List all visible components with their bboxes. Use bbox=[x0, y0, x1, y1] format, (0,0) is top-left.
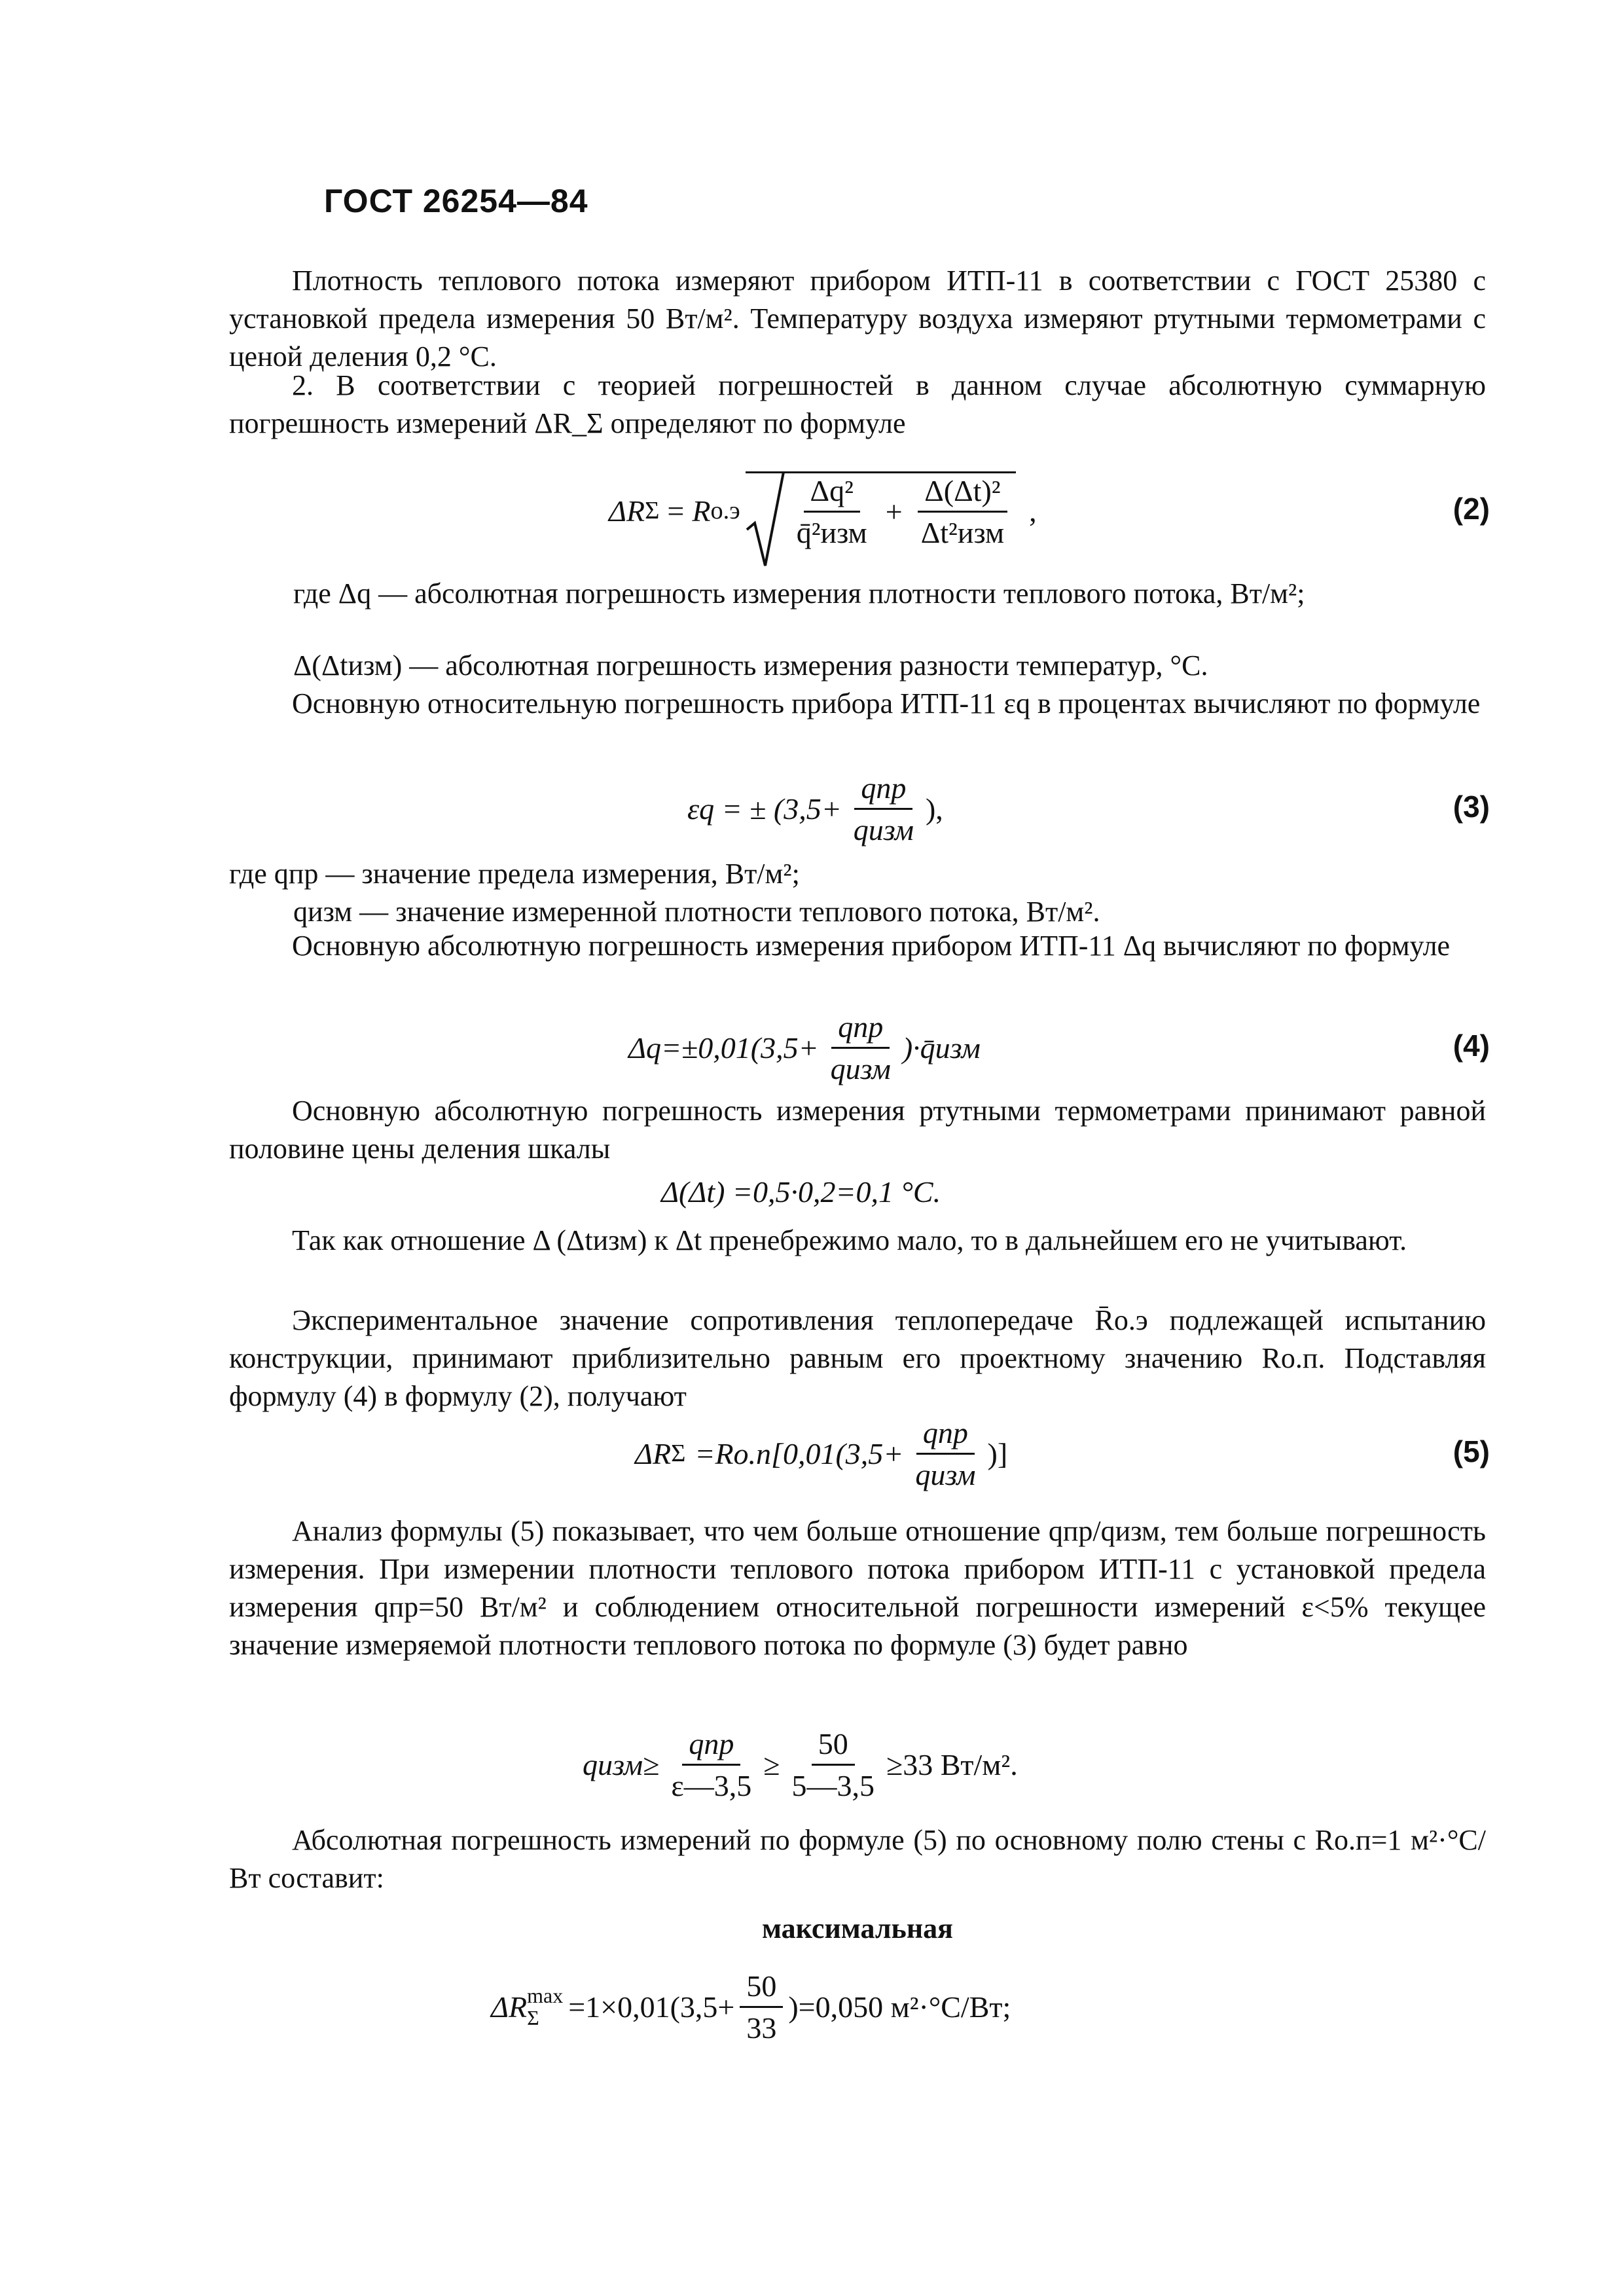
paragraph-ratio-negligible: Так как отношение Δ (Δtизм) к Δt пренебрежимо мало, то в дальнейшем его не учитывают. bbox=[292, 1224, 1407, 1256]
paragraph-relative-error: Основную относительную погрешность прибора ИТП-11 εq в процентах вычисляют по формуле bbox=[292, 687, 1481, 720]
equation-3-number: (3) bbox=[1453, 790, 1490, 824]
eq3-tail: ), bbox=[925, 792, 943, 826]
eqmax-lhs: ΔR bbox=[491, 1990, 528, 2024]
equation-4-number: (4) bbox=[1453, 1029, 1490, 1063]
eq2-coef-sub: о.э bbox=[710, 497, 740, 524]
eqmax-den: 33 bbox=[746, 2011, 777, 2045]
eq4-lhs: Δq=±0,01(3,5+ bbox=[628, 1030, 819, 1065]
eq-delta-t-text: Δ(Δt) =0,5·0,2=0,1 °С. bbox=[661, 1175, 941, 1209]
eqq-fraction-1 bbox=[664, 1726, 758, 1803]
where-delta-t: Δ(Δtизм) — абсолютная погрешность измерения разности температур, °С. bbox=[293, 649, 1208, 682]
eqq-tail: ≥33 Вт/м². bbox=[886, 1747, 1018, 1781]
eq3-fraction bbox=[847, 771, 920, 847]
eq5-lhs-sub: Σ bbox=[671, 1440, 686, 1467]
eq2-fraction-1 bbox=[790, 473, 874, 550]
eq5-num: qпр bbox=[916, 1415, 975, 1455]
radical-icon bbox=[746, 471, 785, 569]
paragraph-experimental-resistance: Экспериментальное значение сопротивления теплопередаче R̄о.э подлежащей испытанию конструкции, принимают приблизительно равным его проектному значению Rо.п. Подставляя формулу (4) в формулу (2), получают bbox=[229, 1304, 1486, 1412]
equation-max bbox=[491, 1971, 1011, 2043]
eq4-num: qпр bbox=[831, 1010, 890, 1049]
eqq-num2: 50 bbox=[812, 1726, 855, 1766]
eq2-den2: Δt²изм bbox=[920, 516, 1005, 549]
eq5-den: qизм bbox=[915, 1457, 976, 1491]
eq5-mid: =Rо.п[0,01(3,5+ bbox=[695, 1436, 904, 1470]
equation-q-inequality bbox=[583, 1728, 1018, 1800]
eqmax-sub: Σ bbox=[527, 2006, 539, 2030]
eqmax-num: 50 bbox=[740, 1969, 783, 2008]
eq2-lhs-sub: Σ bbox=[645, 497, 660, 524]
eq5-tail: )] bbox=[987, 1436, 1008, 1470]
eq5-fraction bbox=[909, 1415, 982, 1492]
eq2-equals: = bbox=[667, 494, 685, 528]
eq2-lhs: ΔR bbox=[609, 494, 645, 528]
eq2-fraction-2 bbox=[914, 473, 1011, 550]
eq2-den1: q̄²изм bbox=[796, 516, 867, 549]
where-q-limit: где qпр — значение предела измерения, Вт/м²; bbox=[229, 858, 800, 890]
eq4-fraction bbox=[824, 1010, 897, 1086]
paragraph-measurement-devices: Плотность теплового потока измеряют прибором ИТП-11 в соответствии с ГОСТ 25380 с установкой предела измерения 50 Вт/м². Температуру воздуха измеряют ртутными термометрами с ценой деления 0,2 °С. bbox=[229, 264, 1486, 373]
eqmax-scripts bbox=[527, 1984, 563, 2029]
paragraph-absolute-error: Основную абсолютную погрешность измерения прибором ИТП-11 Δq вычисляют по формуле bbox=[292, 930, 1451, 962]
paragraph-error-theory: 2. В соответствии с теорией погрешностей в данном случае абсолютную суммарную погрешность измерений ΔR_Σ определяют по формуле bbox=[229, 369, 1486, 439]
equation-4 bbox=[628, 1011, 981, 1084]
eqmax-tail: )=0,050 м²·°С/Вт; bbox=[788, 1990, 1011, 2024]
eqq-mid: ≥ bbox=[763, 1747, 780, 1781]
equation-delta-t bbox=[661, 1172, 941, 1211]
equation-2-number: (2) bbox=[1453, 492, 1490, 526]
eqq-den1: ε—3,5 bbox=[671, 1768, 752, 1802]
where-q-measured: qизм — значение измеренной плотности теплового потока, Вт/м². bbox=[293, 896, 1100, 928]
eq3-num: qпр bbox=[854, 771, 912, 810]
eq4-den: qизм bbox=[830, 1051, 891, 1085]
eqq-lhs: qизм≥ bbox=[583, 1747, 660, 1781]
square-root-sign bbox=[746, 471, 1016, 550]
eq2-num1: Δq² bbox=[804, 473, 860, 513]
eqmax-mid: =1×0,01(3,5+ bbox=[568, 1990, 735, 2024]
eq3-den: qизм bbox=[853, 812, 914, 847]
eqmax-fraction bbox=[740, 1969, 783, 2045]
equation-5 bbox=[635, 1417, 1007, 1489]
equation-3 bbox=[687, 773, 943, 845]
equation-5-number: (5) bbox=[1453, 1434, 1490, 1468]
eq2-plus: + bbox=[885, 495, 903, 528]
label-maximum: максимальная bbox=[762, 1912, 953, 1944]
eqq-den2: 5—3,5 bbox=[791, 1768, 875, 1802]
eqmax-sup: max bbox=[527, 1984, 564, 2007]
eq2-tail: , bbox=[1029, 494, 1037, 528]
where-delta-q: где Δq — абсолютная погрешность измерения плотности теплового потока, Вт/м²; bbox=[293, 577, 1305, 610]
eq5-lhs: ΔR bbox=[635, 1436, 672, 1470]
paragraph-analysis: Анализ формулы (5) показывает, что чем больше отношение qпр/qизм, тем больше погрешность измерения. При измерении плотности теплового потока прибором ИТП-11 с установкой предела измерения qпр=50 Вт/м² и соблюдением относительной погрешности измерений ε<5% текущее значение измеряемой плотности теплового потока по формуле (3) будет равно bbox=[229, 1515, 1486, 1661]
eqq-fraction-2 bbox=[785, 1726, 881, 1803]
eq2-num2: Δ(Δt)² bbox=[918, 473, 1007, 513]
document-header: ГОСТ 26254—84 bbox=[324, 183, 588, 219]
eq3-lhs: εq = ± (3,5+ bbox=[687, 792, 842, 826]
eq4-tail: )·q̄изм bbox=[902, 1030, 981, 1065]
paragraph-thermometer-error: Основную абсолютную погрешность измерения ртутными термометрами принимают равной половине цены деления шкалы bbox=[229, 1095, 1486, 1165]
eq2-coef: R bbox=[692, 494, 711, 528]
paragraph-wall-field: Абсолютная погрешность измерений по формуле (5) по основному полю стены с Rо.п=1 м²·°С/Вт составит: bbox=[229, 1824, 1486, 1894]
eqq-num1: qпр bbox=[682, 1726, 740, 1766]
equation-2 bbox=[609, 458, 1037, 563]
